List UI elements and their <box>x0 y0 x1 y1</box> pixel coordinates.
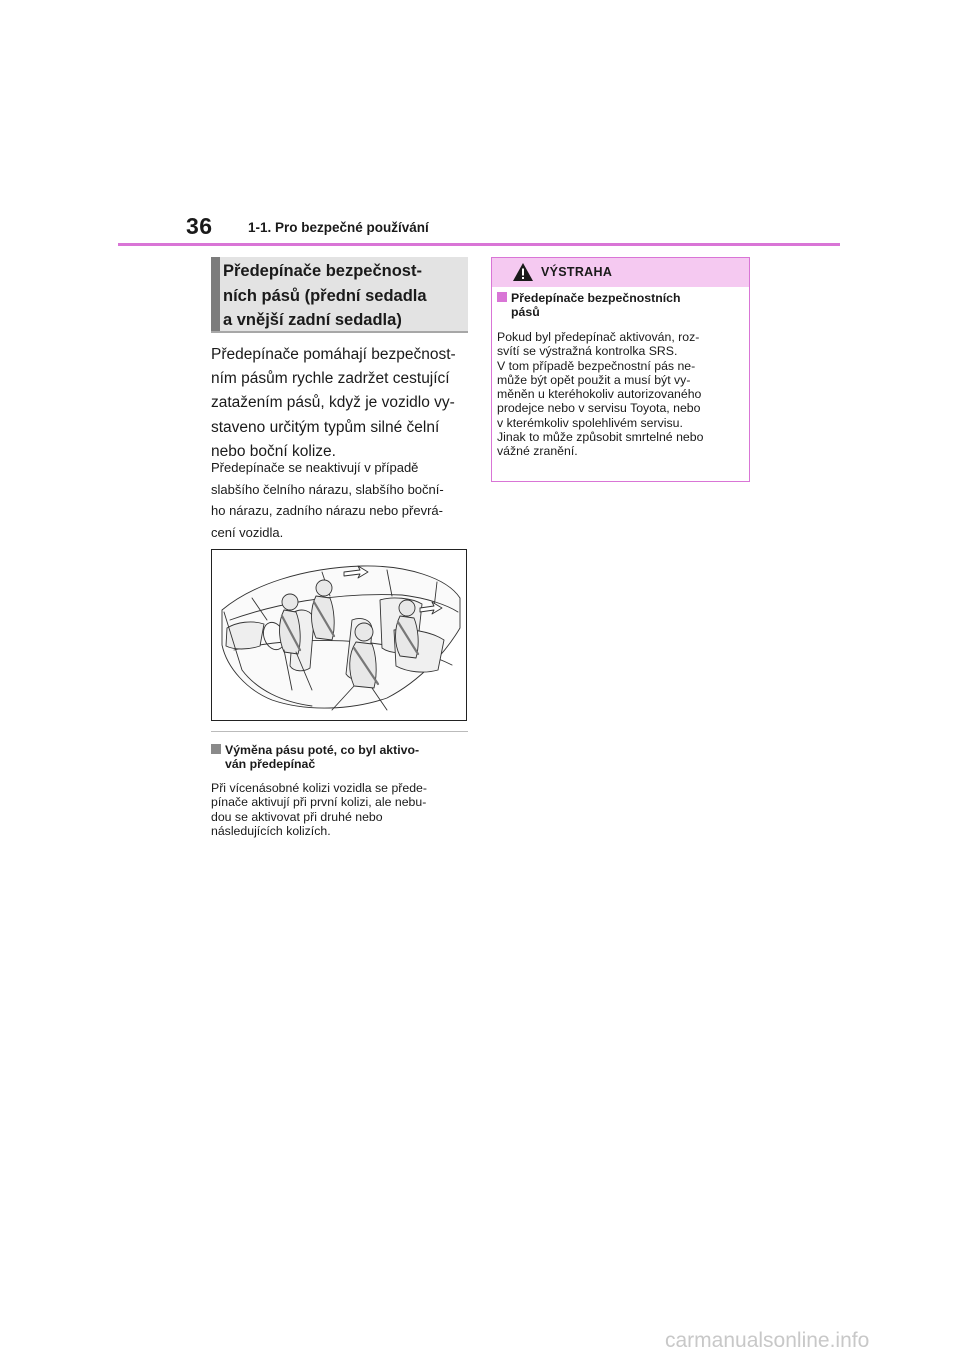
intro-line: staveno určitým typům silné čelní <box>211 418 440 436</box>
replacement-heading <box>211 743 473 771</box>
bullet-square-icon <box>497 292 507 302</box>
intro-line: Předepínače pomáhají bezpečnost- <box>211 346 456 363</box>
warning-title: VÝSTRAHA <box>541 265 613 279</box>
replacement-heading-text: ván předepínač <box>225 757 316 771</box>
replacement-heading-text: Výměna pásu poté, co byl aktivo- <box>225 743 420 757</box>
replacement-line: Při vícenásobné kolizi vozidla se přede- <box>211 781 427 795</box>
intro-line: ním pásům rychle zadržet cestující <box>211 370 450 388</box>
warning-line: prodejce nebo v servisu Toyota, nebo <box>497 401 701 416</box>
note-line: cení vozidla. <box>211 525 284 541</box>
replacement-line: následujících kolizích. <box>211 823 331 838</box>
heading-bar <box>211 257 220 331</box>
warning-heading-line <box>497 291 745 305</box>
replacement-body <box>211 781 473 838</box>
warning-heading-text: Předepínače bezpečnostních <box>511 291 681 305</box>
heading-line: ních pásů (přední sedadla <box>223 286 427 305</box>
replacement-heading-line <box>211 757 473 771</box>
warning-header <box>492 258 749 287</box>
replacement-line: dou se aktivovat při druhé nebo <box>211 809 383 824</box>
warning-line: může být opět použit a musí být vy- <box>497 372 691 387</box>
figure-rule <box>211 731 468 732</box>
heading-line: Předepínače bezpečnost- <box>223 262 422 280</box>
warning-line: Jinak to může způsobit smrtelné nebo <box>497 430 704 445</box>
bullet-square-icon <box>211 744 221 754</box>
intro-line: zatažením pásů, když je vozidlo vy- <box>211 394 455 412</box>
intro-line: nebo boční kolize. <box>211 442 336 460</box>
warning-line: svítí se výstražná kontrolka SRS. <box>497 344 678 359</box>
replacement-line: pínače aktivují při první kolizi, ale nebu- <box>211 795 427 810</box>
page-number: 36 <box>186 213 213 239</box>
note-line: Předepínače se neaktivují v případě <box>211 460 419 475</box>
warning-line: měněn u kteréhokoliv autorizovaného <box>497 387 702 402</box>
car-interior-icon <box>212 550 466 720</box>
section-title: 1-1. Pro bezpečné používání <box>248 220 429 235</box>
note-line: slabšího čelního nárazu, slabšího boční- <box>211 481 444 497</box>
warning-heading-text: pásů <box>511 305 540 319</box>
warning-line: Pokud byl předepínač aktivován, roz- <box>497 330 700 344</box>
warning-line: v kterémkoliv spolehlivém servisu. <box>497 415 683 430</box>
note-paragraph <box>211 457 473 544</box>
heading-text <box>223 259 463 333</box>
warning-line: V tom případě bezpečnostní pás ne- <box>497 358 696 373</box>
warning-triangle-icon <box>512 262 534 282</box>
intro-paragraph <box>211 343 473 464</box>
replacement-heading-line <box>211 743 473 757</box>
warning-box <box>491 257 750 482</box>
car-interior-illustration <box>211 549 467 721</box>
note-line: ho nárazu, zadního nárazu nebo převrá- <box>211 503 443 519</box>
heading-line: a vnější zadní sedadla) <box>223 311 402 329</box>
warning-line: vážné zranění. <box>497 444 578 459</box>
warning-heading-line <box>497 305 745 319</box>
warning-body <box>497 330 747 459</box>
heading-box <box>211 257 468 333</box>
watermark: carmanualsonline.info <box>665 1329 870 1352</box>
header-rule <box>118 243 840 246</box>
warning-heading <box>497 291 745 319</box>
